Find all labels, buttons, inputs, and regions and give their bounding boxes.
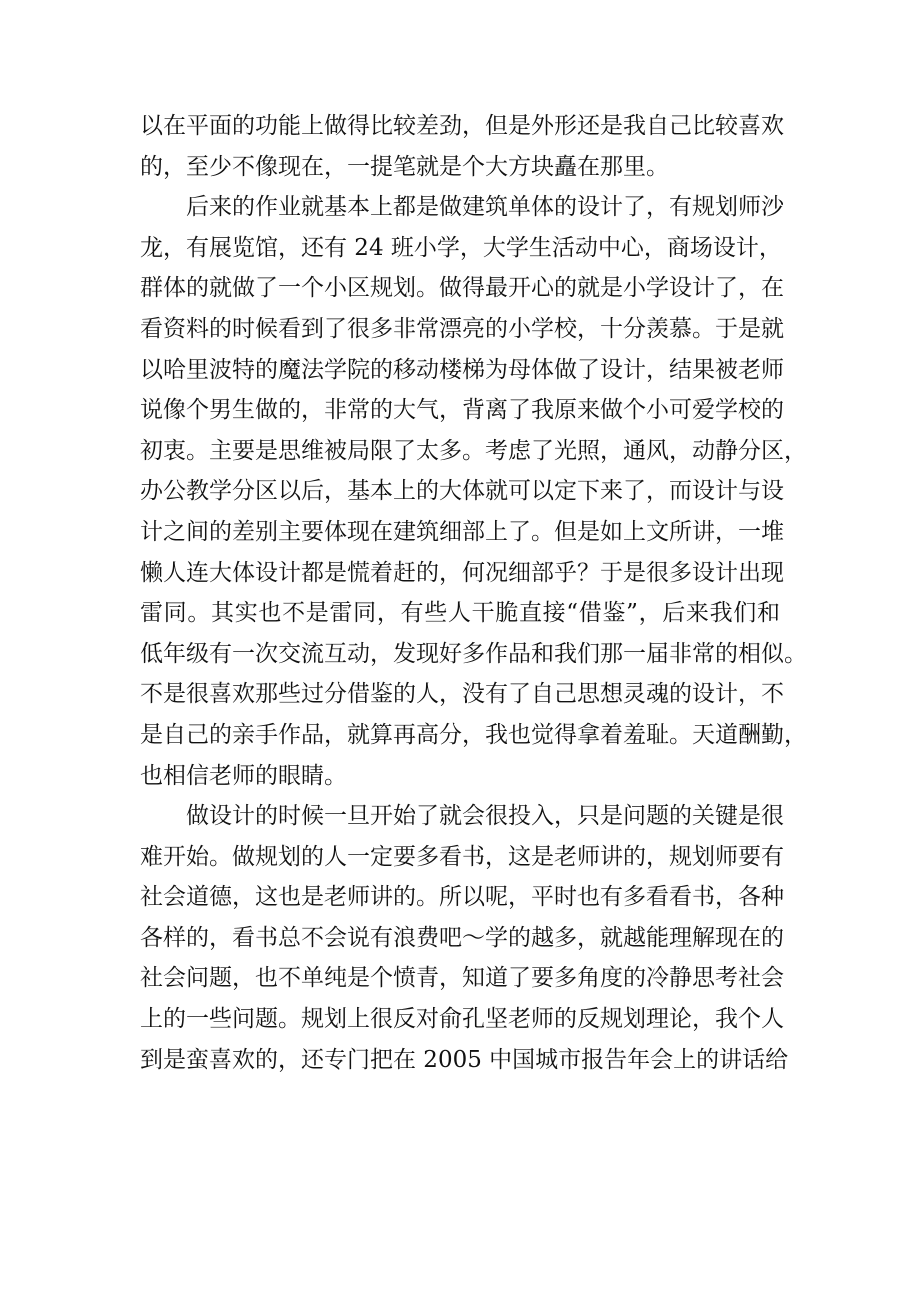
text-line: 以在平面的功能上做得比较差劲，但是外形还是我自己比较喜欢 [140, 113, 784, 139]
body-text [140, 106, 807, 1080]
paragraph-first-line: 做设计的时候一旦开始了就会很投入，只是问题的关键是很 [186, 803, 784, 830]
text-line: 上的一些问题。规划上很反对俞孔坚老师的反规划理论，我个人 [140, 1006, 784, 1033]
text-line: 到是蛮喜欢的，还专门把在 2005 中国城市报告年会上的讲话给 [140, 1046, 789, 1073]
text-line: 计之间的差别主要体现在建筑细部上了。但是如上文所讲，一堆 [140, 518, 784, 545]
text-line: 低年级有一次交流互动，发现好多作品和我们那一届非常的相似。 [140, 640, 807, 667]
text-line: 社会道德，这也是老师讲的。所以呢，平时也有多看看书，各种 [140, 884, 784, 911]
text-line: 以哈里波特的魔法学院的移动楼梯为母体做了设计，结果被老师 [140, 356, 784, 383]
text-line: 龙，有展览馆，还有 24 班小学，大学生活动中心，商场设计， [140, 234, 782, 261]
text-line: 难开始。做规划的人一定要多看书，这是老师讲的，规划师要有 [140, 843, 784, 870]
text-line: 也相信老师的眼睛。 [140, 762, 347, 789]
text-line: 初衷。主要是思维被局限了太多。考虑了光照，通风，动静分区， [140, 437, 807, 464]
text-line: 各样的，看书总不会说有浪费吧～学的越多，就越能理解现在的 [140, 924, 784, 951]
text-line: 懒人连大体设计都是慌着赶的，何况细部乎？于是很多设计出现 [140, 559, 784, 586]
text-line: 看资料的时候看到了很多非常漂亮的小学校，十分羡慕。于是就 [140, 315, 784, 342]
text-line: 雷同。其实也不是雷同，有些人干脆直接“借鉴”，后来我们和 [140, 600, 780, 627]
text-line: 是自己的亲手作品，就算再高分，我也觉得拿着羞耻。天道酬勤， [140, 721, 807, 748]
text-line: 的，至少不像现在，一提笔就是个大方块矗在那里。 [140, 153, 669, 180]
text-line: 群体的就做了一个小区规划。做得最开心的就是小学设计了，在 [140, 275, 784, 302]
text-line: 说像个男生做的，非常的大气，背离了我原来做个小可爱学校的 [140, 397, 784, 424]
paragraph-first-line: 后来的作业就基本上都是做建筑单体的设计了，有规划师沙 [186, 194, 784, 221]
text-line: 办公教学分区以后，基本上的大体就可以定下来了，而设计与设 [140, 478, 784, 505]
text-line: 社会问题，也不单纯是个愤青，知道了要多角度的冷静思考社会 [140, 965, 784, 992]
text-line: 不是很喜欢那些过分借鉴的人，没有了自己思想灵魂的设计，不 [140, 681, 784, 708]
